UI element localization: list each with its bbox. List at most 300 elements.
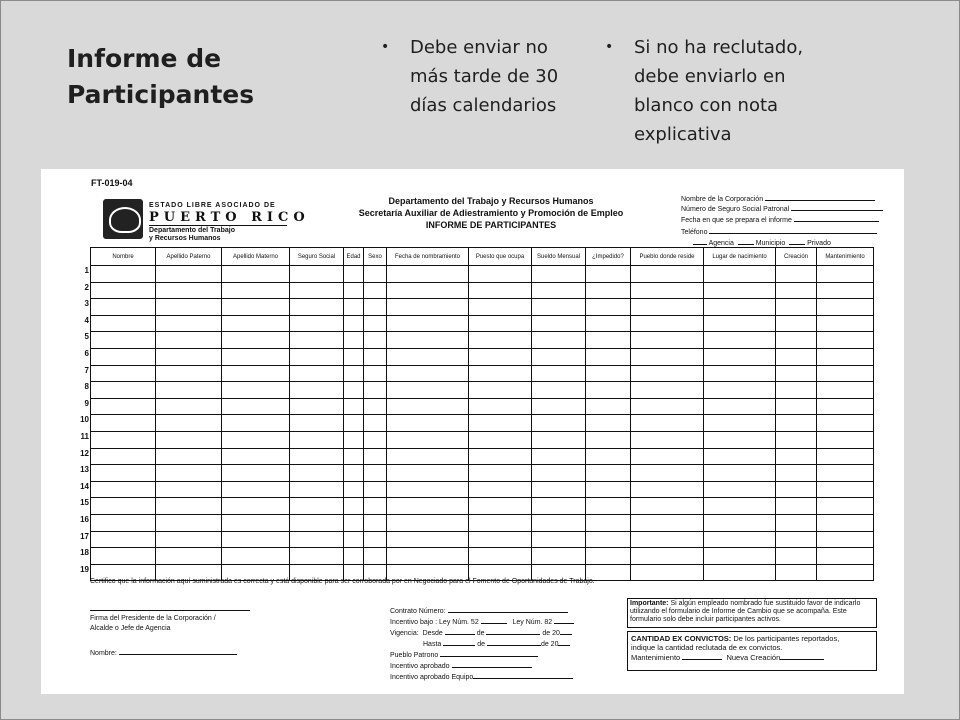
- label: Desde: [422, 630, 443, 637]
- table-cell: [704, 398, 776, 415]
- label: de: [477, 641, 485, 648]
- label: Incentivo aprobado Equipo: [390, 674, 474, 681]
- row-number: 8: [84, 382, 89, 392]
- table-cell: [156, 299, 222, 316]
- table-cell: [817, 465, 874, 482]
- table-cell: [222, 514, 290, 531]
- bullet-dot: •: [381, 39, 390, 55]
- table-cell: [91, 465, 156, 482]
- table-cell: [91, 398, 156, 415]
- table-cell: [91, 481, 156, 498]
- table-cell: [156, 398, 222, 415]
- vigencia-desde: [390, 627, 572, 637]
- table-cell: [776, 564, 817, 581]
- table-cell: [469, 415, 532, 432]
- table-cell: [91, 365, 156, 382]
- gov-line2: PUERTO RICO: [149, 210, 310, 225]
- row-number: 2: [84, 282, 89, 292]
- table-body: [91, 266, 874, 581]
- table-cell: [586, 531, 631, 548]
- column-header: Pueblo donde reside: [631, 248, 704, 266]
- table-cell: [387, 448, 469, 465]
- table-row: [91, 282, 874, 299]
- table-cell: [704, 465, 776, 482]
- table-row: [91, 365, 874, 382]
- table-cell: [586, 465, 631, 482]
- table-cell: [631, 299, 704, 316]
- table-cell: [631, 348, 704, 365]
- signature-label1: Firma del Presidente de la Corporación /: [90, 615, 216, 622]
- table-cell: [91, 448, 156, 465]
- table-cell: [222, 348, 290, 365]
- ex-convicts-box: [627, 631, 877, 671]
- table-cell: [586, 498, 631, 515]
- table-cell: [387, 332, 469, 349]
- table-cell: [586, 431, 631, 448]
- form-code: FT-019-04: [91, 178, 133, 188]
- table-cell: [817, 282, 874, 299]
- table-row: [91, 531, 874, 548]
- table-cell: [817, 415, 874, 432]
- table-cell: [91, 332, 156, 349]
- table-cell: [704, 266, 776, 283]
- column-header: ¿Impedido?: [586, 248, 631, 266]
- table-cell: [222, 398, 290, 415]
- table-cell: [586, 348, 631, 365]
- table-cell: [364, 431, 387, 448]
- table-cell: [469, 548, 532, 565]
- table-cell: [222, 415, 290, 432]
- label: de 20: [542, 630, 560, 637]
- name-field: [90, 647, 237, 657]
- table-cell: [364, 315, 387, 332]
- table-cell: [222, 481, 290, 498]
- table-cell: [631, 315, 704, 332]
- table-cell: [776, 548, 817, 565]
- table-cell: [817, 531, 874, 548]
- table-cell: [344, 398, 364, 415]
- table-cell: [290, 315, 344, 332]
- table-cell: [776, 448, 817, 465]
- table-cell: [387, 465, 469, 482]
- table-cell: [344, 348, 364, 365]
- table-cell: [776, 398, 817, 415]
- table-row: [91, 448, 874, 465]
- table-row: [91, 465, 874, 482]
- important-text: Si algún empleado nombrado fue sustituido favor de indicarlo utilizando el formulario de Informe de Cambio que se acompaña. Este formulario solo debe incluir participantes activos.: [630, 600, 861, 623]
- label: Teléfono: [681, 229, 708, 236]
- right-info-date: [681, 214, 879, 224]
- table-row: [91, 348, 874, 365]
- table-cell: [776, 415, 817, 432]
- table-cell: [344, 448, 364, 465]
- agency-type: Municipio: [755, 240, 786, 247]
- table-cell: [91, 548, 156, 565]
- table-cell: [222, 531, 290, 548]
- incentivo-equipo: [390, 671, 573, 681]
- table-cell: [631, 266, 704, 283]
- column-header: Seguro Social: [290, 248, 344, 266]
- table-cell: [532, 348, 586, 365]
- table-cell: [776, 431, 817, 448]
- table-cell: [290, 299, 344, 316]
- table-cell: [776, 514, 817, 531]
- table-cell: [91, 531, 156, 548]
- table-cell: [156, 531, 222, 548]
- table-cell: [817, 481, 874, 498]
- table-cell: [631, 415, 704, 432]
- column-header: Lugar de nacimiento: [704, 248, 776, 266]
- label: Ley Núm. 82: [512, 619, 553, 626]
- table-cell: [586, 365, 631, 382]
- table-cell: [532, 382, 586, 399]
- table-cell: [156, 481, 222, 498]
- table-cell: [532, 448, 586, 465]
- slide-title-line2: Participantes: [67, 80, 255, 109]
- table-cell: [290, 382, 344, 399]
- table-cell: [364, 448, 387, 465]
- table-cell: [532, 531, 586, 548]
- table-cell: [364, 548, 387, 565]
- table-cell: [776, 266, 817, 283]
- table-cell: [387, 348, 469, 365]
- table-cell: [344, 332, 364, 349]
- table-header-row: [91, 248, 874, 266]
- table-cell: [817, 548, 874, 565]
- vigencia-hasta: [423, 638, 570, 648]
- right-info-corporation: [681, 193, 875, 203]
- column-header: Nombre: [91, 248, 156, 266]
- table-cell: [532, 465, 586, 482]
- row-number: 9: [84, 398, 89, 408]
- right-info-ssn: [681, 203, 883, 213]
- row-number: 4: [84, 315, 89, 325]
- table-cell: [364, 266, 387, 283]
- signature-label2: Alcalde o Jefe de Agencia: [90, 625, 171, 632]
- bullet-text: Debe enviar no más tarde de 30 días calendarios: [410, 37, 559, 116]
- table-cell: [586, 481, 631, 498]
- table-cell: [344, 266, 364, 283]
- table-cell: [704, 299, 776, 316]
- table-cell: [91, 498, 156, 515]
- table-cell: [387, 531, 469, 548]
- table-cell: [586, 448, 631, 465]
- table-cell: [776, 315, 817, 332]
- table-cell: [364, 365, 387, 382]
- table-cell: [817, 564, 874, 581]
- table-cell: [817, 332, 874, 349]
- row-number: 18: [80, 548, 89, 558]
- table-cell: [776, 481, 817, 498]
- label: Nueva Creación: [726, 653, 781, 662]
- table-cell: [364, 332, 387, 349]
- row-number: 6: [84, 349, 89, 358]
- table-cell: [532, 332, 586, 349]
- table-cell: [290, 514, 344, 531]
- table-cell: [156, 282, 222, 299]
- table-cell: [222, 431, 290, 448]
- row-number: 16: [80, 515, 89, 524]
- table-cell: [222, 266, 290, 283]
- puerto-rico-seal-icon: [103, 199, 143, 239]
- table-cell: [364, 531, 387, 548]
- table-cell: [387, 548, 469, 565]
- table-cell: [364, 415, 387, 432]
- table-row: [91, 514, 874, 531]
- table-cell: [586, 299, 631, 316]
- certify-text: Certifico que la información aquí suministrada es correcta y está disponible para ser corroborada por en Negociado para el Fomento de Oportunidades de Trabajo.: [90, 578, 595, 585]
- row-number: 15: [80, 498, 89, 508]
- column-header: Puesto que ocupa: [469, 248, 532, 266]
- label: Fecha en que se prepara el informe: [681, 217, 792, 224]
- bullet-text: Si no ha reclutado, debe enviarlo en blanco con nota explicativa: [634, 37, 804, 145]
- table-cell: [156, 266, 222, 283]
- slide-title: [67, 41, 307, 113]
- table-cell: [344, 382, 364, 399]
- table-cell: [344, 431, 364, 448]
- table-row: [91, 266, 874, 283]
- table-cell: [469, 382, 532, 399]
- table-cell: [586, 282, 631, 299]
- table-cell: [704, 348, 776, 365]
- table-cell: [704, 531, 776, 548]
- table-cell: [344, 531, 364, 548]
- convicts-text: De los participantes reportados,: [733, 634, 840, 643]
- form-header-line2: Secretaría Auxiliar de Adiestramiento y Promoción de Empleo: [358, 208, 624, 218]
- table-row: [91, 498, 874, 515]
- form-header-title: INFORME DE PARTICIPANTES: [425, 220, 557, 230]
- table-cell: [532, 514, 586, 531]
- label: de: [476, 630, 485, 637]
- table-cell: [364, 465, 387, 482]
- label: Pueblo Patrono: [390, 652, 439, 659]
- table-cell: [364, 398, 387, 415]
- table-cell: [532, 365, 586, 382]
- table-cell: [704, 548, 776, 565]
- table-cell: [469, 498, 532, 515]
- table-cell: [532, 498, 586, 515]
- row-number: 3: [84, 299, 89, 309]
- table-cell: [290, 415, 344, 432]
- row-number: 12: [80, 448, 89, 458]
- table-row: [91, 299, 874, 316]
- table-cell: [586, 332, 631, 349]
- table-cell: [776, 299, 817, 316]
- table-cell: [469, 448, 532, 465]
- table-cell: [222, 465, 290, 482]
- table-cell: [222, 448, 290, 465]
- label: Incentivo aprobado: [390, 663, 450, 670]
- table-cell: [364, 282, 387, 299]
- signature-line: [90, 610, 250, 611]
- agency-type: Agencia: [708, 240, 734, 247]
- table-cell: [344, 465, 364, 482]
- column-header: Fecha de nombramiento: [387, 248, 469, 266]
- right-info-phone: [681, 226, 877, 236]
- label: Nombre de la Corporación: [681, 196, 764, 203]
- convicts-label: CANTIDAD EX CONVICTOS:: [631, 634, 732, 643]
- table-cell: [817, 382, 874, 399]
- table-cell: [222, 282, 290, 299]
- table-cell: [344, 282, 364, 299]
- table-cell: [469, 365, 532, 382]
- table-cell: [631, 498, 704, 515]
- table-cell: [469, 531, 532, 548]
- column-header: Creación: [776, 248, 817, 266]
- table-row: [91, 382, 874, 399]
- table-cell: [344, 415, 364, 432]
- table-cell: [631, 548, 704, 565]
- table-cell: [631, 448, 704, 465]
- row-number: 1: [84, 266, 89, 275]
- table-cell: [469, 481, 532, 498]
- table-cell: [156, 448, 222, 465]
- table-cell: [387, 365, 469, 382]
- table-cell: [290, 431, 344, 448]
- table-cell: [817, 498, 874, 515]
- table-cell: [364, 481, 387, 498]
- important-label: Importante:: [630, 600, 669, 607]
- table-cell: [704, 282, 776, 299]
- table-cell: [364, 382, 387, 399]
- table-cell: [776, 498, 817, 515]
- row-number: 7: [84, 365, 89, 375]
- column-header: Edad: [344, 248, 364, 266]
- table-cell: [222, 315, 290, 332]
- table-cell: [344, 514, 364, 531]
- label: Incentivo bajo : Ley Núm. 52: [390, 619, 479, 626]
- label: de 20: [540, 641, 559, 648]
- label: Contrato Número:: [390, 608, 446, 615]
- table-cell: [344, 548, 364, 565]
- table-cell: [586, 382, 631, 399]
- table-row: [91, 548, 874, 565]
- table-cell: [387, 299, 469, 316]
- row-number: 5: [84, 332, 89, 342]
- table-cell: [817, 398, 874, 415]
- table-cell: [586, 514, 631, 531]
- table-cell: [532, 431, 586, 448]
- table-cell: [776, 332, 817, 349]
- table-cell: [631, 531, 704, 548]
- table-cell: [469, 282, 532, 299]
- table-cell: [817, 365, 874, 382]
- table-cell: [344, 299, 364, 316]
- form-header-line1: Departamento del Trabajo y Recursos Humanos: [388, 196, 594, 206]
- table-cell: [532, 548, 586, 565]
- table-cell: [776, 531, 817, 548]
- table-cell: [704, 448, 776, 465]
- form-image: [41, 169, 904, 694]
- table-cell: [344, 481, 364, 498]
- table-cell: [631, 365, 704, 382]
- table-cell: [817, 514, 874, 531]
- table-cell: [776, 365, 817, 382]
- table-cell: [387, 431, 469, 448]
- table-cell: [364, 514, 387, 531]
- table-cell: [222, 498, 290, 515]
- table-cell: [704, 332, 776, 349]
- table-cell: [364, 299, 387, 316]
- label: Número de Seguro Social Patronal: [681, 206, 790, 213]
- table-cell: [156, 348, 222, 365]
- table-cell: [156, 498, 222, 515]
- label: Vigencia:: [390, 630, 419, 637]
- table-cell: [91, 415, 156, 432]
- row-number: 19: [80, 564, 89, 574]
- incentive-law: [390, 616, 574, 626]
- table-cell: [387, 266, 469, 283]
- table-cell: [290, 398, 344, 415]
- table-cell: [817, 299, 874, 316]
- table-cell: [469, 315, 532, 332]
- table-cell: [817, 348, 874, 365]
- table-row: [91, 332, 874, 349]
- table-cell: [290, 448, 344, 465]
- table-cell: [817, 431, 874, 448]
- table-cell: [387, 398, 469, 415]
- table-cell: [469, 431, 532, 448]
- table-cell: [817, 266, 874, 283]
- table-cell: [156, 382, 222, 399]
- table-cell: [532, 282, 586, 299]
- table-cell: [156, 431, 222, 448]
- table-cell: [817, 315, 874, 332]
- column-header: Apellido Paterno: [156, 248, 222, 266]
- column-header: Mantenimiento: [817, 248, 874, 266]
- table-cell: [387, 315, 469, 332]
- row-number: 17: [80, 531, 89, 541]
- table-cell: [631, 282, 704, 299]
- pueblo-patrono: [390, 649, 538, 659]
- table-cell: [290, 548, 344, 565]
- table-cell: [631, 514, 704, 531]
- table-cell: [91, 514, 156, 531]
- table-cell: [469, 348, 532, 365]
- table-cell: [290, 348, 344, 365]
- column-header: Sexo: [364, 248, 387, 266]
- incentivo-aprobado: [390, 660, 532, 670]
- gov-line1: ESTADO LIBRE ASOCIADO DE: [149, 202, 276, 209]
- row-number: 14: [80, 481, 89, 491]
- table-cell: [222, 382, 290, 399]
- bullet-dot: •: [605, 39, 614, 55]
- table-cell: [704, 382, 776, 399]
- table-cell: [387, 415, 469, 432]
- column-header: Sueldo Mensual: [532, 248, 586, 266]
- slide-title-line1: Informe de: [67, 44, 222, 73]
- table-cell: [364, 498, 387, 515]
- convicts-text2: indique la cantidad reclutada de ex convictos.: [631, 643, 783, 652]
- table-cell: [222, 548, 290, 565]
- table-cell: [776, 465, 817, 482]
- table-cell: [91, 299, 156, 316]
- table-cell: [344, 315, 364, 332]
- table-cell: [532, 266, 586, 283]
- label: Nombre:: [90, 650, 117, 657]
- table-cell: [387, 481, 469, 498]
- table-cell: [290, 481, 344, 498]
- table-cell: [586, 415, 631, 432]
- table-cell: [91, 315, 156, 332]
- table-cell: [387, 282, 469, 299]
- table-cell: [290, 531, 344, 548]
- table-cell: [817, 448, 874, 465]
- table-cell: [631, 332, 704, 349]
- table-cell: [631, 481, 704, 498]
- column-header: Apellido Materno: [222, 248, 290, 266]
- table-cell: [156, 332, 222, 349]
